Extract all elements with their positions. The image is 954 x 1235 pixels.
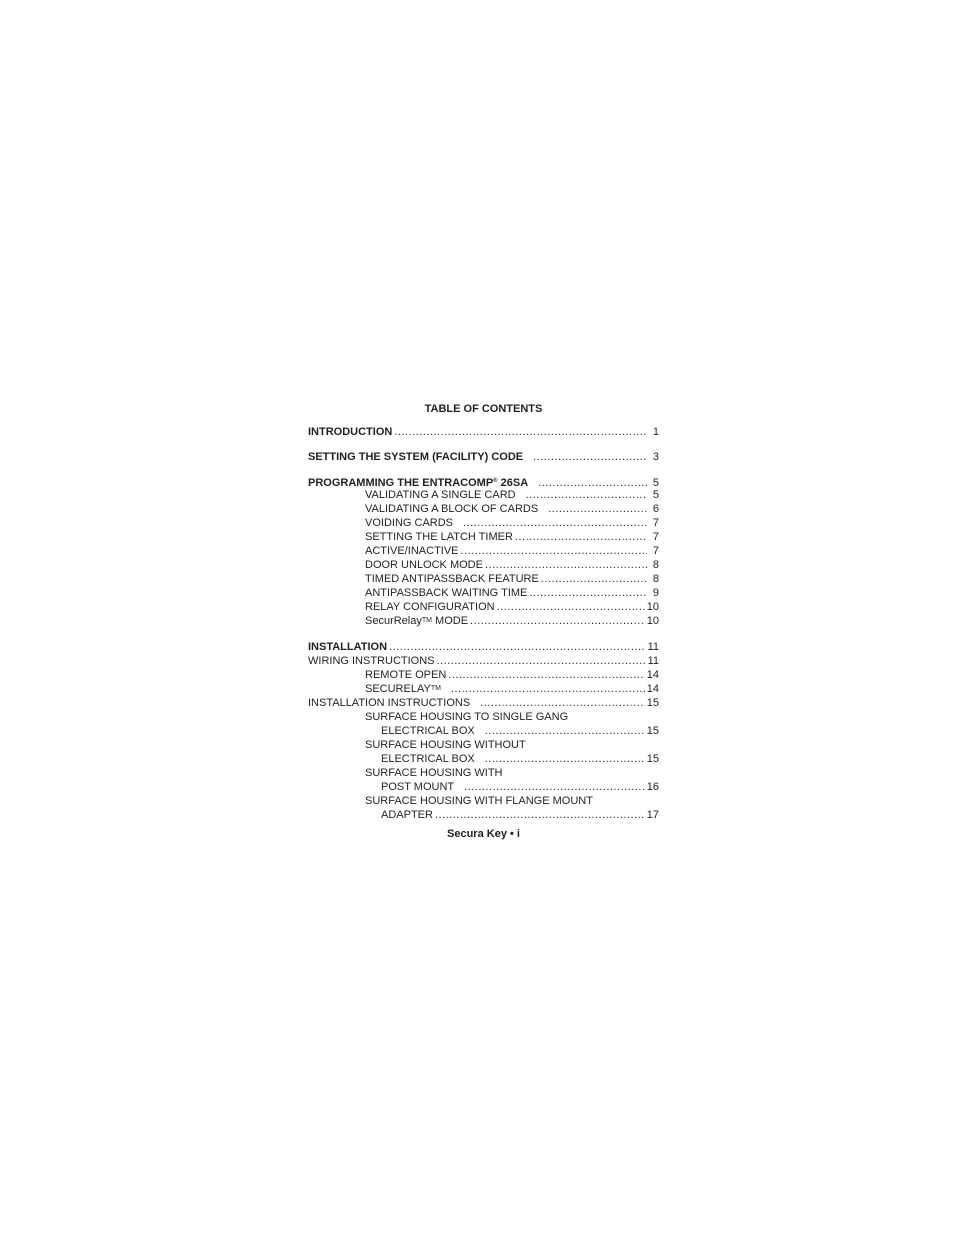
toc-entry (365, 558, 659, 572)
toc-entry-label: INTRODUCTION (308, 426, 393, 438)
toc-entry-label: REMOTE OPEN (365, 669, 447, 681)
toc-entry (381, 724, 659, 738)
toc-entry-label: ANTIPASSBACK WAITING TIME (365, 587, 528, 599)
toc-entry (308, 654, 659, 668)
dot-leader (541, 572, 647, 586)
label-part: PROGRAMMING THE ENTRACOMP (308, 477, 494, 489)
toc-entry-page: 7 (652, 545, 659, 557)
toc-entry-page: 14 (646, 669, 659, 681)
toc-entry-page: 5 (652, 489, 659, 501)
dot-leader (470, 614, 645, 628)
toc-entry-label: ELECTRICAL BOX (381, 725, 475, 737)
toc-entry-label: INSTALLATION (308, 641, 388, 653)
toc-entry-label (365, 682, 441, 696)
toc-entry-page: 10 (646, 601, 659, 613)
toc-entry-page: 8 (652, 573, 659, 585)
toc-entry-label: VALIDATING A SINGLE CARD (365, 489, 516, 501)
toc-entry (365, 668, 659, 682)
toc-entry-heading: SURFACE HOUSING WITH (365, 767, 503, 779)
toc-entry-label: INSTALLATION INSTRUCTIONS (308, 697, 471, 709)
dot-leader (463, 516, 647, 530)
label-part: MODE (431, 615, 469, 627)
toc-entry-page: 5 (652, 477, 659, 489)
toc-entry (365, 502, 659, 516)
dot-leader (533, 450, 647, 464)
dot-leader (548, 502, 647, 516)
toc-entry-page: 15 (646, 725, 659, 737)
toc-entry-label: POST MOUNT (381, 781, 455, 793)
toc-entry (381, 780, 659, 794)
dot-leader (448, 668, 644, 682)
toc-entry-page: 1 (652, 426, 659, 438)
toc-entry-page: 14 (646, 683, 659, 695)
toc-entry-heading: SURFACE HOUSING TO SINGLE GANG (365, 711, 569, 723)
dot-leader (485, 752, 645, 766)
toc-entry-page: 15 (646, 753, 659, 765)
toc-entry-page: 7 (652, 531, 659, 543)
toc-entry-heading: SURFACE HOUSING WITH FLANGE MOUNT (365, 795, 593, 807)
registered-mark: ® (493, 478, 498, 484)
label-part: SECURELAY (365, 683, 431, 695)
toc-entry (381, 808, 659, 822)
toc-entry (365, 516, 659, 530)
trademark-mark: TM (430, 685, 441, 692)
toc-entry-label: VALIDATING A BLOCK OF CARDS (365, 503, 539, 515)
label-part: 26SA (497, 477, 529, 489)
toc-entry (365, 572, 659, 586)
page-footer: Secura Key • i (447, 828, 520, 840)
dot-leader (485, 558, 647, 572)
toc-entry (381, 752, 659, 766)
dot-leader (435, 808, 645, 822)
toc-entry (365, 488, 659, 502)
toc-entry (308, 696, 659, 710)
dot-leader (485, 724, 645, 738)
toc-entry-page: 10 (646, 615, 659, 627)
toc-entry-label: VOIDING CARDS (365, 517, 454, 529)
toc-entry-page: 8 (652, 559, 659, 571)
toc-entry-page: 11 (647, 641, 659, 653)
toc-entry (308, 450, 659, 464)
toc-entry-label: ADAPTER (381, 809, 433, 821)
toc-entry (365, 600, 659, 614)
toc-entry (308, 474, 659, 488)
toc-entry-label (365, 614, 468, 628)
toc-entry (365, 586, 659, 600)
dot-leader (529, 586, 647, 600)
toc-entry-label: ACTIVE/INACTIVE (365, 545, 459, 557)
dot-leader (526, 488, 647, 502)
toc-entry-page: 6 (652, 503, 659, 515)
toc-entry (308, 640, 659, 654)
dot-leader (515, 530, 647, 544)
toc-entry-heading: SURFACE HOUSING WITHOUT (365, 739, 526, 751)
dot-leader (394, 425, 647, 439)
toc-entry-page: 15 (646, 697, 659, 709)
toc-entry-page: 16 (646, 781, 659, 793)
dot-leader (497, 600, 645, 614)
toc-entry-page: 17 (646, 809, 659, 821)
trademark-mark: TM (421, 617, 432, 624)
dot-leader (464, 780, 645, 794)
toc-entry-page: 7 (652, 517, 659, 529)
toc-entry-label: ELECTRICAL BOX (381, 753, 475, 765)
toc-entry-page: 3 (652, 451, 659, 463)
toc-entry (308, 425, 659, 439)
toc-title: TABLE OF CONTENTS (424, 403, 543, 415)
toc-entry-label: TIMED ANTIPASSBACK FEATURE (365, 573, 539, 585)
toc-entry-page: 11 (647, 655, 659, 667)
toc-entry-label: WIRING INSTRUCTIONS (308, 655, 435, 667)
toc-entry-label: RELAY CONFIGURATION (365, 601, 495, 613)
toc-entry-page: 9 (652, 587, 659, 599)
label-part: SecurRelay (365, 615, 422, 627)
dot-leader (451, 682, 645, 696)
toc-entry (365, 530, 659, 544)
dot-leader (480, 696, 645, 710)
toc-entry-label: DOOR UNLOCK MODE (365, 559, 483, 571)
toc-entry (365, 544, 659, 558)
dot-leader (437, 654, 646, 668)
toc-entry (365, 682, 659, 696)
dot-leader (461, 544, 647, 558)
dot-leader (389, 640, 646, 654)
toc-entry (365, 614, 659, 628)
toc-entry-label: SETTING THE SYSTEM (FACILITY) CODE (308, 451, 524, 463)
toc-entry-label: SETTING THE LATCH TIMER (365, 531, 513, 543)
